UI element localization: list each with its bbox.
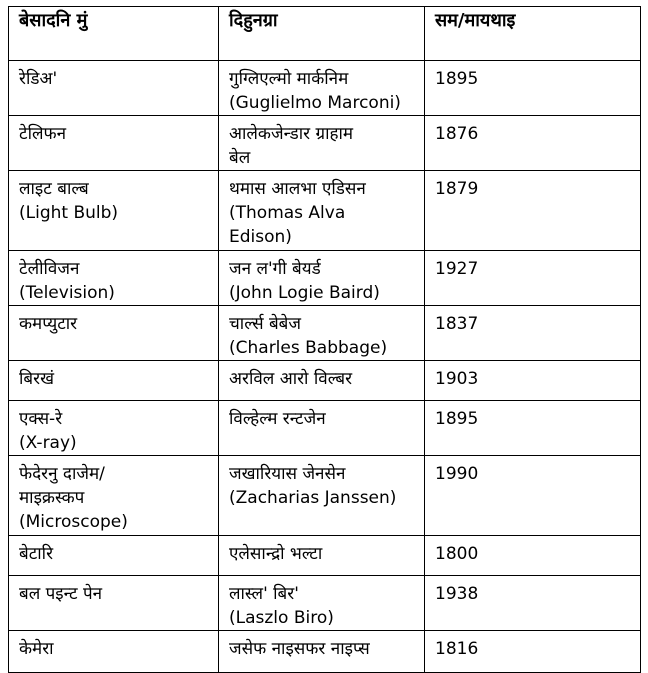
inventor-cell <box>219 456 425 536</box>
year-text: 1876 <box>435 124 479 144</box>
year-cell <box>425 631 641 673</box>
year-cell <box>425 536 641 576</box>
inventor-cell <box>219 116 425 171</box>
inventor-line: लास्ल' बिर' <box>229 584 299 604</box>
table-row <box>9 61 641 116</box>
table-row <box>9 116 641 171</box>
inventor-line: चार्ल्स बेबेज <box>229 314 301 334</box>
invention-line: बिरखं <box>19 369 54 389</box>
inventor-cell <box>219 401 425 456</box>
inventor-line: जखारियास जेनसेन <box>229 464 346 484</box>
inventor-line: विल्हेल्म रन्टजेन <box>229 409 326 429</box>
invention-line: (X-ray) <box>19 433 77 453</box>
inventor-line: अरविल आरो विल्बर <box>229 369 353 389</box>
invention-line: कमप्युटार <box>19 314 78 334</box>
header-invention: बेसादनि मुं <box>9 7 219 61</box>
inventor-cell <box>219 576 425 631</box>
inventor-line: जन ल'गी बेयर्ड <box>229 259 321 279</box>
invention-line: (Television) <box>19 283 115 303</box>
table-row <box>9 306 641 361</box>
year-text: 1895 <box>435 409 479 429</box>
inventor-line: आलेकजेन्डार ग्राहाम <box>229 124 354 144</box>
invention-cell <box>9 61 219 116</box>
inventor-cell <box>219 171 425 251</box>
inventor-line: (Guglielmo Marconi) <box>229 93 401 113</box>
year-cell <box>425 456 641 536</box>
invention-line: केमेरा <box>19 639 54 659</box>
year-cell <box>425 361 641 401</box>
inventor-cell <box>219 631 425 673</box>
table-row <box>9 361 641 401</box>
inventor-line: (Thomas Alva <box>229 203 346 223</box>
year-cell <box>425 576 641 631</box>
inventor-line: (Zacharias Janssen) <box>229 488 397 508</box>
invention-cell <box>9 536 219 576</box>
inventor-cell <box>219 536 425 576</box>
year-cell <box>425 306 641 361</box>
table-row <box>9 251 641 306</box>
year-cell <box>425 251 641 306</box>
invention-line: (Light Bulb) <box>19 203 119 223</box>
header-year: सम/मायथाइ <box>425 7 641 61</box>
year-text: 1837 <box>435 314 479 334</box>
year-text: 1816 <box>435 639 479 659</box>
inventor-line: एलेसान्द्रो भल्टा <box>229 544 323 564</box>
year-text: 1938 <box>435 584 479 604</box>
invention-line: लाइट बाल्ब <box>19 179 89 199</box>
invention-cell <box>9 251 219 306</box>
invention-cell <box>9 401 219 456</box>
inventor-line: (John Logie Baird) <box>229 283 380 303</box>
invention-cell <box>9 631 219 673</box>
inventor-line: थमास आलभा एडिसन <box>229 179 366 199</box>
inventor-line: गुग्लिएल्मो मार्कनिम <box>229 69 349 89</box>
year-cell <box>425 61 641 116</box>
year-text: 1879 <box>435 179 479 199</box>
year-text: 1903 <box>435 369 479 389</box>
invention-line: फेदेरनु दाजेम/ <box>19 464 105 484</box>
invention-line: टेलिफन <box>19 124 67 144</box>
inventor-line: Edison) <box>229 227 292 247</box>
table-body <box>9 61 641 673</box>
invention-cell <box>9 171 219 251</box>
invention-line: माइक्रस्कप <box>19 488 85 508</box>
invention-line: (Microscope) <box>19 512 128 532</box>
inventor-line: बेल <box>229 148 251 168</box>
year-text: 1927 <box>435 259 479 279</box>
inventor-line: (Charles Babbage) <box>229 338 388 358</box>
invention-line: टेलीविजन <box>19 259 80 279</box>
year-text: 1895 <box>435 69 479 89</box>
table-row <box>9 171 641 251</box>
inventor-cell <box>219 61 425 116</box>
year-cell <box>425 401 641 456</box>
table-row <box>9 576 641 631</box>
invention-cell <box>9 576 219 631</box>
inventor-cell <box>219 361 425 401</box>
invention-cell <box>9 456 219 536</box>
inventor-line: (Laszlo Biro) <box>229 608 334 628</box>
invention-line: बल पइन्ट पेन <box>19 584 103 604</box>
table-row <box>9 536 641 576</box>
table-row <box>9 456 641 536</box>
invention-cell <box>9 361 219 401</box>
inventor-line: जसेफ नाइसफर नाइप्स <box>229 639 370 659</box>
invention-line: एक्स-रे <box>19 409 63 429</box>
table-row <box>9 401 641 456</box>
year-text: 1990 <box>435 464 479 484</box>
header-inventor: दिहुनग्रा <box>219 7 425 61</box>
invention-line: रेडिअ' <box>19 69 58 89</box>
invention-cell <box>9 306 219 361</box>
year-cell <box>425 171 641 251</box>
table-row <box>9 631 641 673</box>
year-text: 1800 <box>435 544 479 564</box>
invention-line: बेटारि <box>19 544 54 564</box>
inventor-cell <box>219 306 425 361</box>
year-cell <box>425 116 641 171</box>
inventor-cell <box>219 251 425 306</box>
invention-cell <box>9 116 219 171</box>
inventions-table <box>8 6 641 673</box>
header-row <box>9 7 641 61</box>
